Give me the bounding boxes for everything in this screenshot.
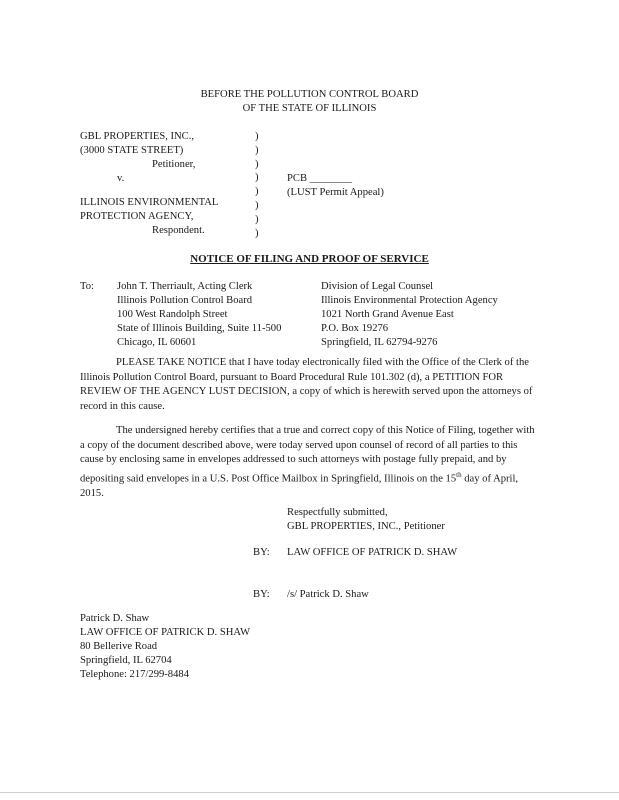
by-label: BY: (253, 547, 270, 558)
certification-paragraph (80, 424, 540, 502)
petitioner-address: (3000 STATE STREET) (80, 145, 184, 156)
petitioner-name: GBL PROPERTIES, INC., (80, 131, 195, 142)
firm-name: LAW OFFICE OF PATRICK D. SHAW (80, 627, 251, 638)
document-title: NOTICE OF FILING AND PROOF OF SERVICE (190, 253, 429, 265)
to-label: To: (80, 281, 94, 292)
address-line: Division of Legal Counsel (321, 281, 434, 292)
telephone: Telephone: 217/299-8484 (80, 669, 189, 680)
by-label: BY: (253, 589, 270, 600)
closing-line: Respectfully submitted, (287, 507, 388, 518)
bracket: ) (255, 199, 259, 211)
street-address: 80 Bellerive Road (80, 641, 158, 652)
attorney-name: Patrick D. Shaw (80, 613, 150, 624)
recipient-agency (321, 280, 498, 350)
board-state: OF THE STATE OF ILLINOIS (242, 103, 377, 114)
certification-date: day of April, 2015. (80, 473, 519, 499)
respondent-role: Respondent. (152, 225, 205, 236)
bracket: ) (255, 186, 259, 198)
case-type: (LUST Permit Appeal) (287, 187, 384, 198)
address-line: Springfield, IL 62794-9276 (321, 337, 438, 348)
bracket: ) (255, 158, 259, 170)
recipient-clerk (117, 280, 281, 350)
electronic-signature: /s/ Patrick D. Shaw (287, 589, 369, 600)
city-state-zip: Springfield, IL 62704 (80, 655, 172, 666)
bracket: ) (255, 227, 259, 239)
certification-text: The undersigned hereby certifies that a true and correct copy of this Notice of Filing, together with a copy of the document described above, were today served upon counsel of record of all parties to this cause by enclosing same in envelopes addressed to such attorneys with postage fully prepaid, and by depositing said envelopes in a U.S. Post Office Mailbox in Springfield, Illinois on the 15 (80, 425, 535, 485)
bracket: ) (255, 172, 259, 184)
versus: v. (117, 173, 125, 184)
respondent-name-line2: PROTECTION AGENCY, (80, 211, 194, 222)
page-edge-line (0, 792, 619, 793)
address-line: P.O. Box 19276 (321, 323, 389, 334)
bracket: ) (255, 213, 259, 225)
law-office-signature: LAW OFFICE OF PATRICK D. SHAW (287, 547, 458, 558)
petitioner-role: Petitioner, (152, 159, 196, 170)
bracket: ) (255, 131, 259, 142)
address-line: Chicago, IL 60601 (117, 337, 197, 348)
closing-party: GBL PROPERTIES, INC., Petitioner (287, 521, 445, 532)
caption-brackets (255, 130, 259, 240)
case-number: PCB ________ (287, 173, 353, 184)
attorney-signature-block (80, 612, 250, 682)
address-line: 1021 North Grand Avenue East (321, 309, 454, 320)
address-line: John T. Therriault, Acting Clerk (117, 281, 253, 292)
day-suffix: th (456, 470, 462, 479)
notice-paragraph: PLEASE TAKE NOTICE that I have today electronically filed with the Office of the Clerk of the Illinois Pollution Control Board, pursuant to Board Procedural Rule 101.302 (d), a PETITION FOR REVIEW OF THE AGENCY LUST DECISION, a copy of which is herewith served upon the attorneys of record in this cause. (80, 357, 533, 412)
address-line: Illinois Pollution Control Board (117, 295, 253, 306)
bracket: ) (255, 144, 259, 156)
respondent-name-line1: ILLINOIS ENVIRONMENTAL (80, 197, 219, 208)
address-line: Illinois Environmental Protection Agency (321, 295, 498, 306)
address-line: 100 West Randolph Street (117, 309, 228, 320)
address-line: State of Illinois Building, Suite 11-500 (117, 323, 282, 334)
board-name: BEFORE THE POLLUTION CONTROL BOARD (200, 89, 419, 100)
